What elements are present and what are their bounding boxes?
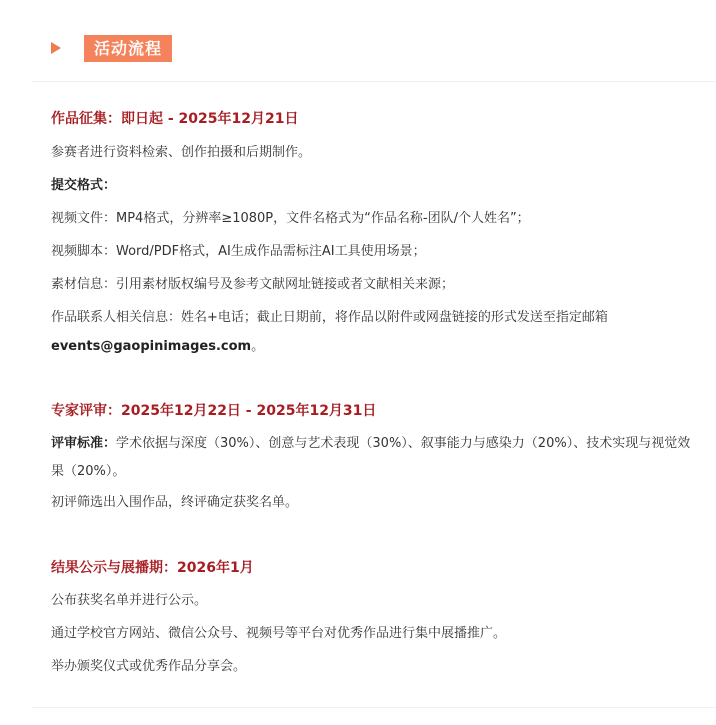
divider — [32, 707, 716, 708]
review-criteria — [51, 430, 696, 486]
paragraph: 初评筛选出入围作品，终评确定获奖名单。 — [51, 495, 299, 510]
paragraph: 参赛者进行资料检索、创作拍摄和后期制作。 — [51, 145, 312, 160]
email-line — [51, 337, 696, 357]
article-body — [51, 107, 696, 677]
paragraph: 视频文件：MP4格式，分辨率≥1080P，文件名格式为“作品名称-团队/个人姓名”； — [51, 211, 530, 226]
divider — [32, 81, 716, 82]
phase-heading-results: 结果公示与展播期：2026年1月 — [51, 560, 254, 576]
phase-heading-review: 专家评审：2025年12月22日 - 2025年12月31日 — [51, 403, 377, 419]
submission-format-label: 提交格式： — [51, 178, 117, 193]
paragraph: 素材信息：引用素材版权编号及参考文献网址链接或者文献相关来源； — [51, 277, 455, 292]
paragraph: 公布获奖名单并进行公示。 — [51, 593, 208, 608]
paragraph: 视频脚本：Word/PDF格式，AI生成作品需标注AI工具使用场景； — [51, 244, 426, 259]
email-suffix: 。 — [251, 339, 265, 354]
criteria-text: 学术依据与深度（30%）、创意与艺术表现（30%）、叙事能力与感染力（20%）、技术实现与视觉效果（20%）。 — [51, 436, 691, 479]
paragraph: 通过学校官方网站、微信公众号、视频号等平台对优秀作品进行集中展播推广。 — [51, 626, 507, 641]
criteria-label: 评审标准： — [51, 436, 117, 451]
paragraph: 作品联系人相关信息：姓名+电话；截止日期前，将作品以附件或网盘链接的形式发送至指定邮箱 — [51, 310, 608, 325]
section-title: 活动流程 — [84, 35, 172, 62]
play-arrow-icon — [51, 42, 61, 54]
contact-email[interactable]: events@gaopinimages.com — [51, 339, 252, 354]
phase-heading-collection: 作品征集：即日起 - 2025年12月21日 — [51, 111, 299, 127]
section-header — [0, 0, 716, 80]
paragraph: 举办颁奖仪式或优秀作品分享会。 — [51, 659, 247, 674]
